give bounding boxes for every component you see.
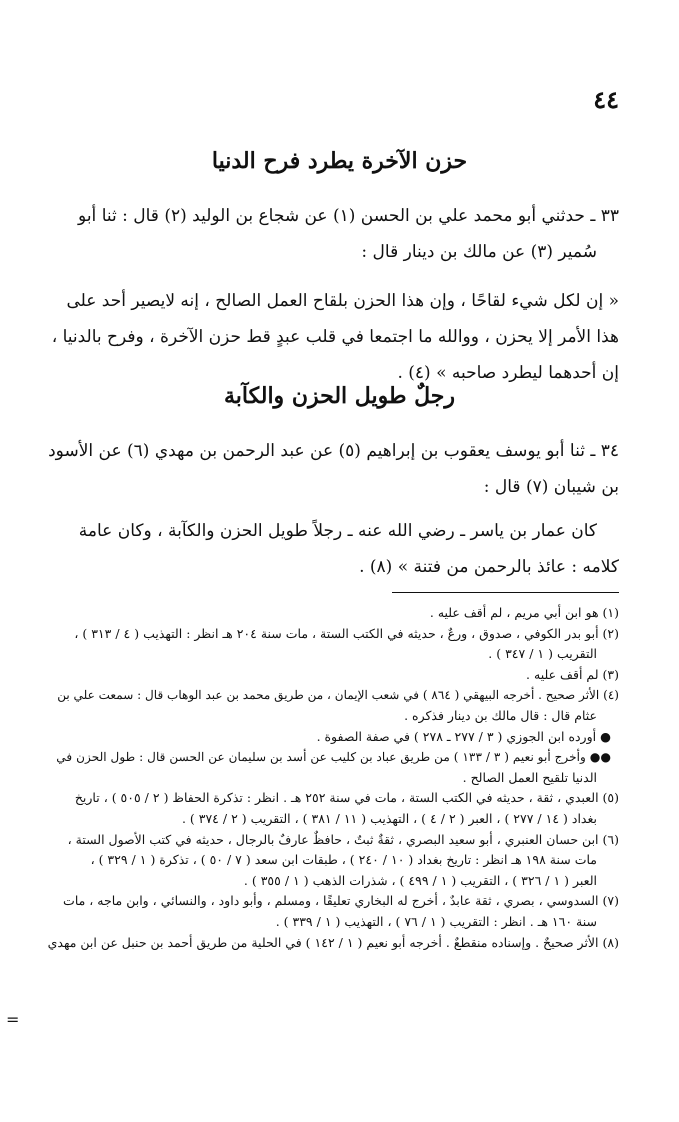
footnote-line: (٦) ابن حسان العنبري ، أبو سعيد البصري ، ثقةٌ ثبتٌ ، حافظٌ عارفٌ بالرجال ، حديثه في كتب الأصول الستة ، xyxy=(67,831,619,847)
footnote-line: سنة ١٦٠ هـ . انظر : التقريب ( ١ / ٧٦ ) ، التهذيب ( ١ / ٣٣٩ ) . xyxy=(275,913,597,929)
narration-33-isnad xyxy=(48,198,619,270)
footnote-line: (١) هو ابن أبي مريم ، لم أقف عليه . xyxy=(429,605,619,620)
text-line: سُمير (٣) عن مالك بن دينار قال : xyxy=(361,242,597,262)
text-line: ٣٣ ـ حدثني أبو محمد علي بن الحسن (١) عن شجاع بن الوليد (٢) قال : ثنا أبو xyxy=(78,206,619,226)
text-line: هذا الأمر إلا يحزن ، ووالله ما اجتمعا في قلب عبدٍ قط حزن الآخرة ، وفرح بالدنيا ، xyxy=(51,327,619,347)
text-line: كان عمار بن ياسر ـ رضي الله عنه ـ رجلاً طويل الحزن والكآبة ، وكان عامة xyxy=(78,521,597,541)
footnote-line: (٨) الأثر صحيحٌ . وإسناده منقطعٌ . أخرجه أبو نعيم ( ١ / ١٤٢ ) في الحلية من طريق أحمد بن حنبل عن ابن مهدي xyxy=(48,934,619,950)
footnote-line: عثام قال : قال مالك بن دينار فذكره . xyxy=(404,707,597,723)
footnote-line: العبر ( ١ / ٣٢٦ ) ، التقريب ( ١ / ٤٩٩ ) ، شذرات الذهب ( ١ / ٣٥٥ ) . xyxy=(243,872,597,888)
text-line: ٣٤ ـ ثنا أبو يوسف يعقوب بن إبراهيم (٥) عن عبد الرحمن بن مهدي (٦) عن الأسود xyxy=(48,441,619,461)
narration-34-text xyxy=(48,513,619,585)
section-title-sorrow-of-hereafter: حزن الآخرة يطرد فرح الدنيا xyxy=(211,148,468,174)
footnote-line: (٥) العبدي ، ثقة ، حديثه في الكتب الستة ، مات في سنة ٢٥٢ هـ . انظر : تذكرة الحفاظ ( ٢ / ٥٠٥ ) ، تاريخ xyxy=(74,790,619,806)
text-line: كلامه : عائذ بالرحمن من فتنة » (٨) . xyxy=(359,557,619,577)
narration-34-isnad xyxy=(48,433,619,505)
footnote-line: الدنيا تلقيح العمل الصالح . xyxy=(462,769,597,785)
footnote-line: (٧) السدوسي ، بصري ، ثقة عابدٌ ، أخرج له البخاري تعليقًا ، ومسلم ، وأبو داود ، والنسائي ، وابن ماجه ، مات xyxy=(63,893,619,909)
text-line: « إن لكل شيء لقاحًا ، وإن هذا الحزن بلقاح العمل الصالح ، إنه لايصير أحد على xyxy=(66,291,619,311)
footnote-line: مات سنة ١٩٨ هـ انظر : تاريخ بغداد ( ١٠ / ٢٤٠ ) ، طبقات ابن سعد ( ٧ / ٥٠ ) ، تذكرة ( ١ / ٣٢٩ ) ، xyxy=(90,852,597,868)
continuation-mark: = xyxy=(6,1010,20,1029)
footnote-separator xyxy=(392,592,619,593)
section-title-long-grief: رجلٌ طويل الحزن والكآبة xyxy=(223,383,456,409)
footnote-line: (٢) أبو بدر الكوفي ، صدوق ، ورعٌ ، حديثه في الكتب الستة ، مات سنة ٢٠٤ هـ انظر : التهذيب ( ٤ / ٣١٣ ) ، xyxy=(74,625,619,641)
narration-33-text xyxy=(48,283,619,391)
footnote-line: (٣) لم أقف عليه . xyxy=(526,666,619,682)
footnote-line: (٤) الأثر صحيح . أخرجه البيهقي ( ٨٦٤ ) في شعب الإيمان ، من طريق محمد بن عبد الوهاب قال : سمعت علي بن xyxy=(57,688,619,703)
footnote-line: بغداد ( ١٤ / ٢٧٧ ) ، العبر ( ٢ / ٤ ) ، التهذيب ( ١١ / ٣٨١ ) ، التقريب ( ٢ / ٣٧٤ ) . xyxy=(181,810,597,826)
text-line: بن شيبان (٧) قال : xyxy=(483,477,619,497)
page-number: ٤٤ xyxy=(593,85,619,114)
footnote-line: التقريب ( ١ / ٣٤٧ ) . xyxy=(488,646,597,662)
footnote-line: ●● وأخرج أبو نعيم ( ٣ / ١٣٣ ) من طريق عباد بن كليب عن أسد بن سليمان عن الحسن قال : طول الحزن في xyxy=(56,750,611,765)
footnotes xyxy=(48,603,619,953)
text-line: إن أحدهما ليطرد صاحبه » (٤) . xyxy=(397,363,619,383)
footnote-line: ● أورده ابن الجوزي ( ٣ / ٢٧٧ ـ ٢٧٨ ) في صفة الصفوة . xyxy=(316,728,611,744)
